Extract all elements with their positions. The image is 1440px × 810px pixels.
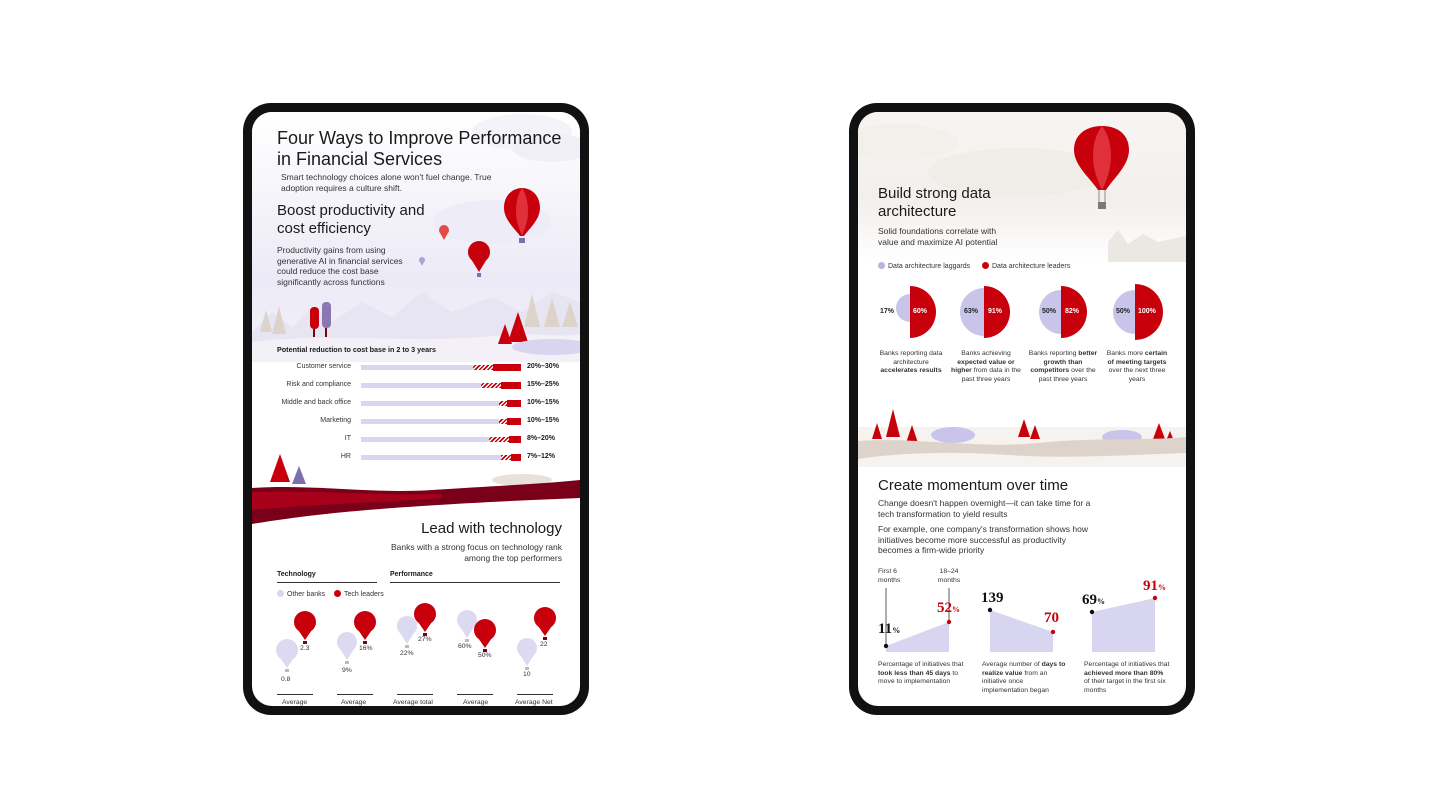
label-first-months: First 6 months <box>878 568 901 584</box>
bar-track <box>361 365 521 370</box>
footer-label: Average <box>282 699 308 706</box>
circle-value-leader: 82% <box>1065 308 1080 315</box>
bar-label: HR <box>340 453 351 460</box>
legend-other-banks <box>277 590 325 598</box>
river-landscape-illustration <box>252 450 580 530</box>
metric-end-value <box>937 600 960 617</box>
metric-number: 11 <box>878 621 893 637</box>
caption-text: over the next three years <box>1108 367 1166 383</box>
circle-value-leader: 91% <box>988 308 1003 315</box>
caption-text: from data in the past three years <box>961 367 1021 383</box>
metric-number: 69 <box>1082 592 1097 608</box>
metric-end-value: 70 <box>1044 610 1059 626</box>
balloon-leader-icon <box>414 603 436 636</box>
cost-chart-title: Potential reduction to cost base in 2 to 3 years <box>277 345 436 354</box>
balloon-leader-icon <box>474 619 496 652</box>
hot-air-balloons-illustration <box>252 182 580 282</box>
bar-label: IT <box>344 435 351 442</box>
momentum-area-charts <box>858 582 1186 672</box>
caption-bold: better growth than competitors <box>1030 350 1098 374</box>
circle-value-leader: 60% <box>913 308 928 315</box>
legend-dot-lavender-icon <box>878 262 885 269</box>
footer-label: Average <box>341 699 367 706</box>
balloon-value: 22 <box>540 641 548 648</box>
metric-unit: % <box>1097 597 1105 606</box>
balloon-value: 27% <box>418 636 432 643</box>
metric-start-value: 139 <box>981 590 1004 606</box>
legend-dot-red-icon <box>334 590 341 597</box>
metric-start-value <box>1082 592 1105 609</box>
footer-divider <box>397 694 433 695</box>
balloon-large-icon <box>504 188 540 243</box>
section-text-productivity: Productivity gains from using generative AI in financial services could reduce the cost base significantly across functions <box>277 245 403 287</box>
section-text-data-architecture: Solid foundations correlate with value and maximize AI potential <box>878 226 998 247</box>
caption-text: Banks achieving <box>961 350 1011 357</box>
circle-caption <box>1028 350 1098 384</box>
legend-label: Data architecture leaders <box>992 263 1071 270</box>
bar-label: Customer service <box>296 363 351 370</box>
circle-caption <box>1104 350 1170 384</box>
circle-value-laggard: 63% <box>964 308 979 315</box>
legend-laggards <box>878 262 970 270</box>
metric-caption <box>982 661 1068 695</box>
metric-end-value <box>1143 578 1166 595</box>
balloon-other-icon <box>457 610 477 642</box>
balloon-value: 16% <box>359 645 373 652</box>
bar-label: Risk and compliance <box>286 381 351 388</box>
section-text-momentum-1: Change doesn't happen overnight—it can take time for a tech transformation to yield results <box>878 498 1091 519</box>
caption-text: Banks reporting <box>1028 350 1079 357</box>
footer-divider <box>517 694 553 695</box>
balloon-value: 22% <box>400 650 414 657</box>
section-title-data-architecture: Build strong data architecture <box>878 185 991 220</box>
col-divider <box>390 582 560 583</box>
legend-dot-red-icon <box>982 262 989 269</box>
circle-value-laggard: 17% <box>880 308 895 315</box>
bar-value: 15%–25% <box>527 381 559 388</box>
caption-text: from an initiative once implementation began <box>982 669 1049 694</box>
balloon-value: 2.3 <box>300 645 310 652</box>
metric-number: 91 <box>1143 578 1158 594</box>
bar-value: 7%–12% <box>527 453 556 460</box>
section-text-technology: Banks with a strong focus on technology rank among the top performers <box>390 542 562 563</box>
legend-leaders <box>982 262 1070 270</box>
balloon-leader-icon <box>354 611 376 644</box>
circle-value-leader: 100% <box>1138 308 1156 315</box>
balloon-large-icon <box>1074 126 1129 209</box>
bar-track <box>361 419 521 424</box>
legend-dot-lavender-icon <box>277 590 284 597</box>
balloon-value: 60% <box>458 643 472 650</box>
caption-bold: took less than 45 days <box>878 669 951 677</box>
bar-label: Marketing <box>320 417 351 424</box>
legend-tech-leaders <box>334 590 384 598</box>
bar-row <box>277 416 567 428</box>
metric-start-value <box>878 621 900 638</box>
metric-number: 52 <box>937 600 952 616</box>
caption-text: over the past three years <box>1038 367 1096 383</box>
balloon-other-icon <box>276 639 298 672</box>
caption-text: Percentage of initiatives that <box>1084 661 1170 668</box>
right-phone-frame <box>849 103 1195 715</box>
balloon-tiny-icon <box>419 257 425 266</box>
balloon-leader-icon <box>294 611 316 644</box>
middle-landscape-illustration <box>858 397 1186 477</box>
section-text-momentum-2: For example, one company's transformation shows how initiatives become more successful as productivity becomes a firm-wide priority <box>878 524 1088 555</box>
bar-value: 20%–30% <box>527 363 559 370</box>
bar-value: 10%–15% <box>527 399 559 406</box>
circle-value-laggard: 50% <box>1116 308 1131 315</box>
footer-divider <box>277 694 313 695</box>
bar-row <box>277 434 567 446</box>
bar-track <box>361 401 521 406</box>
footer-label: Average <box>463 699 489 706</box>
bar-value: 8%–20% <box>527 435 556 442</box>
circle-caption <box>876 350 946 376</box>
balloon-value: 0.8 <box>281 676 291 683</box>
balloon-small-icon <box>439 225 449 240</box>
balloon-leader-icon <box>534 607 556 640</box>
bar-value: 10%–15% <box>527 417 559 424</box>
balloon-other-icon <box>337 632 357 664</box>
metric-unit: % <box>892 626 901 635</box>
balloon-value: 9% <box>342 667 352 674</box>
metric-caption <box>1084 661 1170 695</box>
caption-text: Banks reporting data architecture <box>879 350 943 366</box>
circle-value-laggard: 50% <box>1042 308 1057 315</box>
balloon-value: 50% <box>478 652 492 659</box>
section-title-productivity: Boost productivity and cost efficiency <box>277 202 425 237</box>
page-title: Four Ways to Improve Performance in Financial Services <box>277 128 562 169</box>
left-phone-frame <box>243 103 589 715</box>
balloon-value: 10 <box>523 671 531 678</box>
balloon-other-icon <box>517 638 537 670</box>
col-divider <box>277 582 377 583</box>
caption-bold: days to realize value <box>982 661 1066 677</box>
metric-unit: % <box>1158 583 1166 592</box>
legend-label: Data architecture laggards <box>888 263 971 270</box>
legend-label: Tech leaders <box>344 591 384 598</box>
label-later-months: 18–24 months <box>937 568 961 584</box>
balloon-other-icon <box>397 616 417 648</box>
metric-caption <box>878 661 964 687</box>
footer-label: Average total <box>393 699 433 706</box>
col-header-performance: Performance <box>390 571 433 578</box>
bar-row <box>277 380 567 392</box>
left-phone-screen <box>252 112 580 706</box>
bar-row <box>277 362 567 374</box>
page-subtitle: Smart technology choices alone won't fuel change. True adoption requires a culture shift. <box>281 172 492 193</box>
bar-track <box>361 383 521 388</box>
caption-bold: accelerates results <box>880 367 942 374</box>
right-phone-screen <box>858 112 1186 706</box>
caption-text: Banks more <box>1106 350 1145 357</box>
data-architecture-circle-chart <box>858 282 1186 352</box>
section-title-momentum: Create momentum over time <box>878 477 1069 494</box>
legend-label: Other banks <box>287 591 326 598</box>
footer-divider <box>337 694 373 695</box>
caption-bold: expected value or higher <box>951 358 1015 374</box>
caption-text: to move to implementation <box>878 669 959 685</box>
caption-text: Percentage of initiatives that <box>878 661 964 668</box>
footer-divider <box>457 694 493 695</box>
col-header-technology: Technology <box>277 571 316 578</box>
bar-label: Middle and back office <box>281 399 351 406</box>
bar-track <box>361 437 521 442</box>
metric-unit: % <box>952 605 960 614</box>
caption-text: Average number of <box>982 661 1042 668</box>
caption-bold: certain of meeting targets <box>1107 350 1168 366</box>
circle-caption <box>946 350 1026 384</box>
caption-bold: achieved more than 80% <box>1084 669 1164 677</box>
bar-row <box>277 398 567 410</box>
section-title-technology: Lead with technology <box>421 520 562 537</box>
footer-label: Average Net <box>515 699 553 706</box>
caption-text: of their target in the first six months <box>1084 678 1166 694</box>
